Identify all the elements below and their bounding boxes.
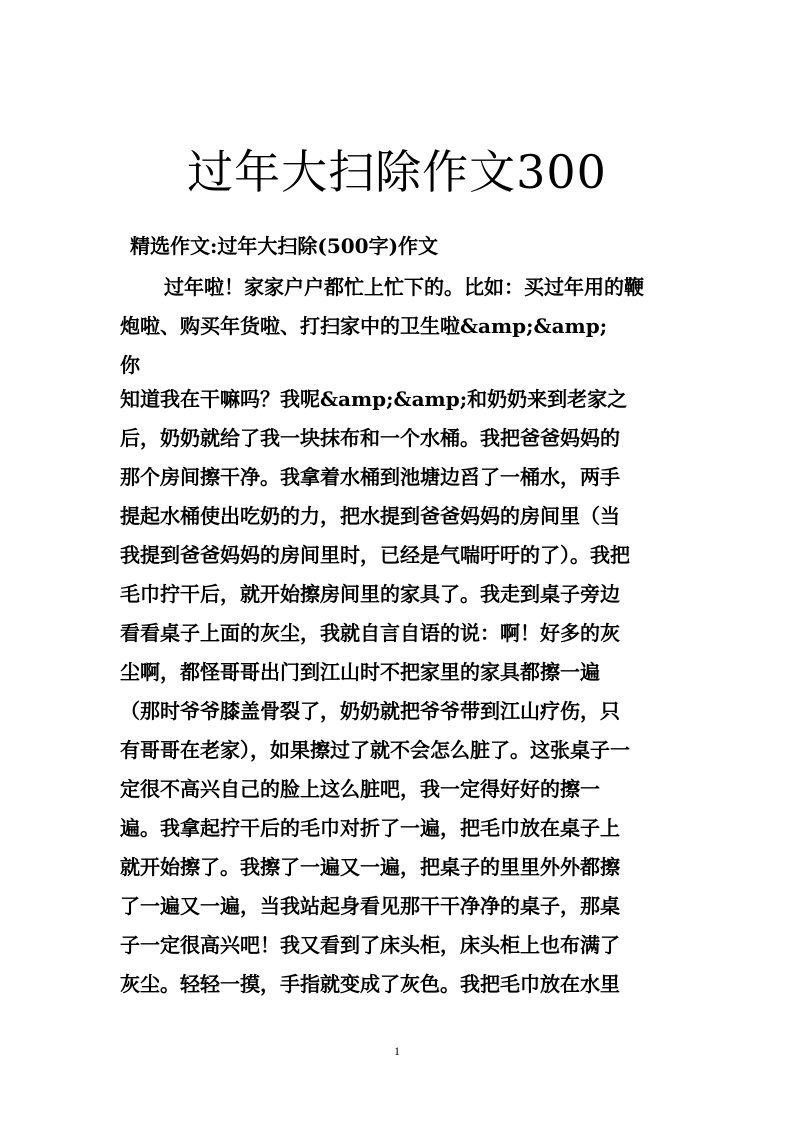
body-line: 炮啦、购买年货啦、打扫家中的卫生啦&amp;&amp;	[120, 314, 608, 338]
body-line: 知道我在干嘛吗？我呢&amp;&amp;和奶奶来到老家之	[120, 387, 628, 411]
body-line: 子一定很高兴吧！我又看到了床头柜，床头柜上也布满了	[120, 933, 620, 957]
body-line: 尘啊，都怪哥哥出门到江山时不把家里的家具都擦一遍	[120, 660, 600, 684]
document-subtitle: 精选作文:过年大扫除(500字)作文	[130, 234, 439, 258]
body-line: 毛巾拧干后，就开始擦房间里的家具了。我走到桌子旁边	[120, 582, 620, 606]
body-line: 了一遍又一遍，当我站起身看见那干干净净的桌子，那桌	[120, 894, 620, 918]
body-line: 定很不高兴自己的脸上这么脏吧，我一定得好好的擦一	[120, 777, 600, 801]
body-line: 看看桌子上面的灰尘，我就自言自语的说：啊！好多的灰	[120, 621, 620, 645]
body-line: 后，奶奶就给了我一块抹布和一个水桶。我把爸爸妈妈的	[120, 426, 620, 450]
body-line: 就开始擦了。我擦了一遍又一遍，把桌子的里里外外都擦	[120, 855, 620, 879]
body-line: （那时爷爷膝盖骨裂了，奶奶就把爷爷带到江山疗伤，只	[120, 699, 620, 723]
document-title: 过年大扫除作文300	[187, 145, 607, 199]
body-line: 遍。我拿起拧干后的毛巾对折了一遍，把毛巾放在桌子上	[120, 816, 620, 840]
body-line: 灰尘。轻轻一摸，手指就变成了灰色。我把毛巾放在水里	[120, 972, 620, 996]
body-line: 过年啦！家家户户都忙上忙下的。比如：买过年用的鞭	[164, 275, 644, 299]
body-line: 那个房间擦干净。我拿着水桶到池塘边舀了一桶水，两手	[120, 465, 620, 489]
body-line-tail: 你	[120, 353, 140, 377]
document-body	[120, 270, 680, 1006]
body-line: 我提到爸爸妈妈的房间里时，已经是气喘吁吁的了）。我把	[120, 543, 630, 567]
body-line-row	[120, 309, 680, 382]
body-line: 提起水桶使出吃奶的力，把水提到爸爸妈妈的房间里（当	[120, 504, 620, 528]
page-number: 1	[394, 1044, 400, 1058]
body-line: 有哥哥在老家），如果擦过了就不会怎么脏了。这张桌子一	[120, 738, 630, 762]
